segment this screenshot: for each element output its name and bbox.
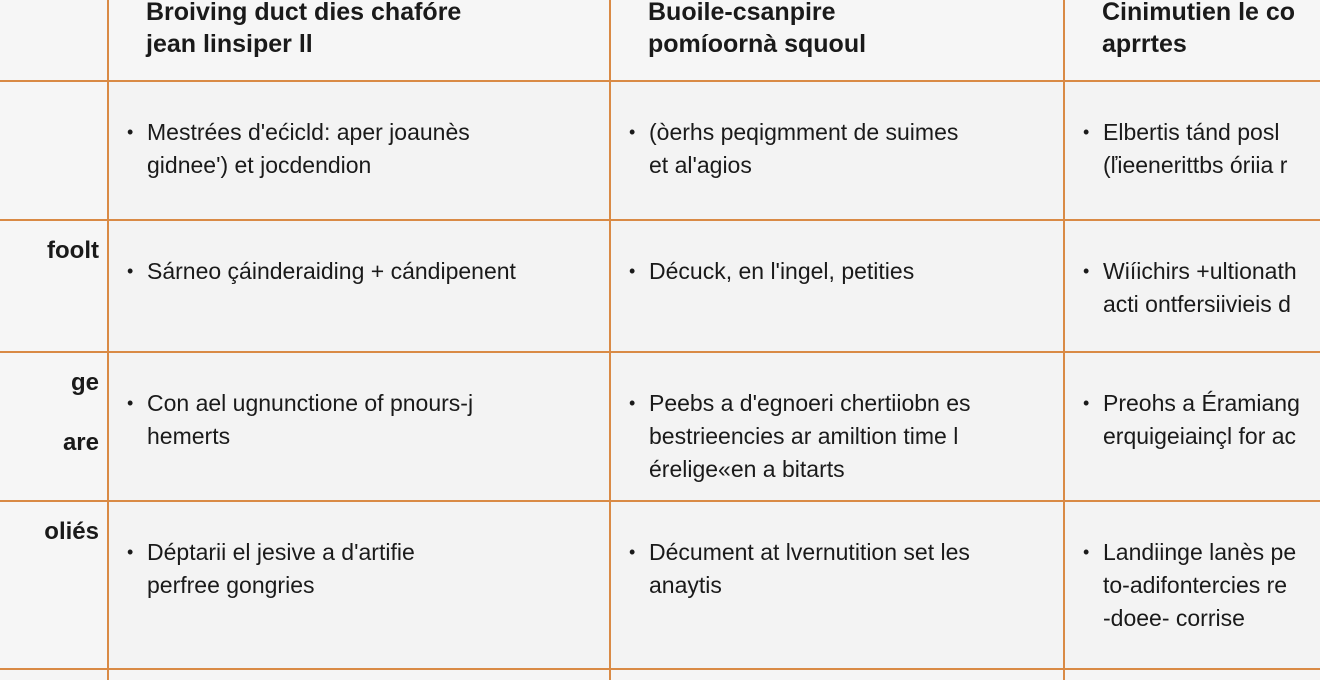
- cell-text: Con ael ugnunctione of pnours-j hemerts: [147, 390, 474, 449]
- bullet-icon: •: [1083, 542, 1090, 562]
- cell-text: Wiíichirs +ultionath acti ontfersiivieis d: [1103, 258, 1297, 317]
- bullet-icon: •: [1083, 122, 1090, 142]
- header-corner-cell: [0, 0, 108, 81]
- empty-cell: [610, 669, 1064, 680]
- row-label: ge are: [62, 369, 99, 456]
- bullet-item: [109, 353, 609, 453]
- cell-text: (òerhs peqigmment de suimes et al'agios: [649, 119, 959, 178]
- bullet-item: [611, 502, 1063, 602]
- table-cell: [1064, 81, 1320, 220]
- row-label-cell: [0, 81, 108, 220]
- cell-text: Elbertis tánd posl (ľieenerittbs óriia r: [1103, 119, 1288, 178]
- bullet-icon: •: [127, 542, 134, 562]
- table-cell: [1064, 352, 1320, 501]
- column-header-1: [108, 0, 610, 81]
- table-cell: [108, 501, 610, 669]
- bullet-item: [1065, 221, 1320, 321]
- bullet-icon: •: [1083, 261, 1090, 281]
- bullet-icon: •: [629, 393, 636, 413]
- row-label: foolt: [47, 237, 99, 264]
- bullet-icon: •: [127, 122, 134, 142]
- bullet-icon: •: [127, 393, 134, 413]
- column-header-3: [1064, 0, 1320, 81]
- bullet-item: [611, 353, 1063, 486]
- column-header-2: [610, 0, 1064, 81]
- table-cell: [610, 352, 1064, 501]
- cell-text: Landiinge lanès pe to-adifontercies re -doee- corrise: [1103, 539, 1297, 631]
- table-header-row: [0, 0, 1320, 81]
- row-label-cell: [0, 220, 108, 352]
- cell-text: Preohs a Éramiang erquigeiainçl for ac: [1103, 390, 1300, 449]
- bullet-item: [1065, 502, 1320, 635]
- bullet-item: [109, 221, 609, 288]
- column-header-3-text: Cinimutien le co aprrtes: [1102, 0, 1296, 58]
- table-row: [0, 501, 1320, 669]
- empty-cell: [1064, 669, 1320, 680]
- table-cell: [1064, 501, 1320, 669]
- cell-text: Décuck, en l'ingel, petities: [649, 258, 915, 284]
- bullet-item: [109, 82, 609, 182]
- bullet-icon: •: [1083, 393, 1090, 413]
- cell-text: Déptarii el jesive a d'artifie perfree gongries: [147, 539, 415, 598]
- column-header-1-text: Broiving duct dies chafóre jean linsiper ll: [146, 0, 462, 58]
- table-cell: [610, 220, 1064, 352]
- bullet-icon: •: [629, 542, 636, 562]
- bullet-item: [611, 82, 1063, 182]
- table-cell: [108, 81, 610, 220]
- bullet-item: [1065, 353, 1320, 453]
- table-row: [0, 220, 1320, 352]
- table-cell: [610, 501, 1064, 669]
- table-cell: [1064, 220, 1320, 352]
- bullet-icon: •: [127, 261, 134, 281]
- cell-text: Sárneo çáinderaiding + cándipenent: [147, 258, 516, 284]
- table-cell: [610, 81, 1064, 220]
- table-row-partial: [0, 669, 1320, 680]
- empty-cell: [0, 669, 108, 680]
- bullet-item: [109, 502, 609, 602]
- cell-text: Décument at lvernutition set les anaytis: [649, 539, 970, 598]
- row-label: oliés: [44, 518, 99, 545]
- bullet-item: [611, 221, 1063, 288]
- cell-text: Peebs a d'egnoeri chertiiobn es bestrieencies ar amiltion time l érelige«en a bitarts: [649, 390, 971, 482]
- bullet-icon: •: [629, 261, 636, 281]
- cell-text: Mestrées d'ećicld: aper joaunès gidnee') et jocdendion: [147, 119, 470, 178]
- empty-cell: [108, 669, 610, 680]
- table-row: [0, 81, 1320, 220]
- bullet-item: [1065, 82, 1320, 182]
- row-label-cell: [0, 501, 108, 669]
- column-header-2-text: Buoile-csanpire pomíoornà squoul: [648, 0, 867, 58]
- table-cell: [108, 352, 610, 501]
- table-cell: [108, 220, 610, 352]
- row-label-cell: [0, 352, 108, 501]
- bullet-icon: •: [629, 122, 636, 142]
- table-row: [0, 352, 1320, 501]
